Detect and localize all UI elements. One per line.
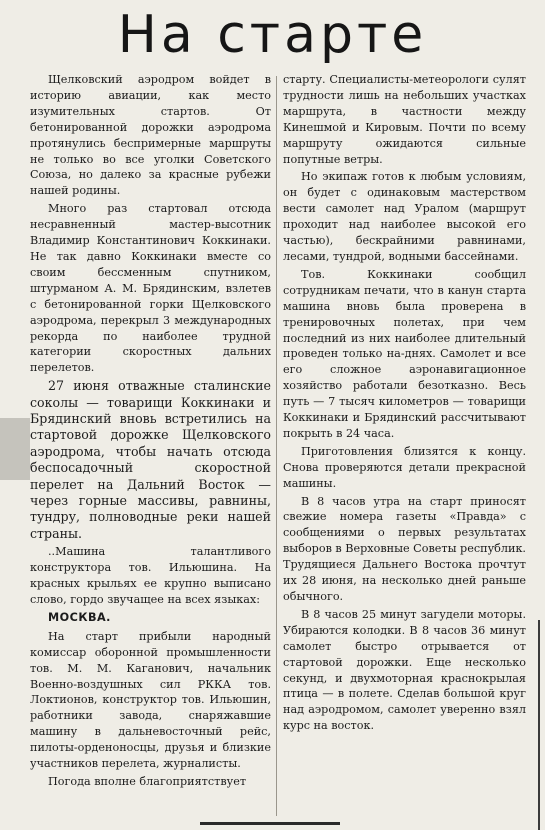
print-smudge xyxy=(0,418,30,480)
paragraph: Много раз стартовал отсюда несравненный мастер-высотник Владимир Константинович Коккинаки. Не так давно Коккинаки вместе со своим бессменным спутником, штурманом А. М. Брядинским, взлетев с бетонированной горки Щелковского аэродрома, перекрыл 3 международных рекорда по наиболее трудной категории скоростных дальних перелетов. xyxy=(30,202,271,375)
paragraph: На старт прибыли народный комиссар оборонной промышленности тов. М. М. Каганович, начальник Военно-воздушных сил РККА тов. Локтионов, конструктор тов. Ильюшин, работники завода, снаряжавшие машину в дальневосточный рейс, пилоты-орденоносцы, друзья и близкие участников перелета, журналисты. xyxy=(30,629,271,771)
right-column xyxy=(283,72,526,736)
paragraph: Но экипаж готов к любым условиям, он будет с одинаковым мастерством вести самолет над Уралом (маршрут проходит над наиболее высокой его частью), бескрайними равнинами, лесами, тундрой, водными бассейнами. xyxy=(283,170,526,263)
column-divider xyxy=(276,76,277,816)
paragraph: Погода вполне благоприятствует xyxy=(48,774,247,788)
paragraph: В 8 часов 25 минут загудели моторы. Убираются колодки. В 8 часов 36 минут самолет быстро отрывается от стартовой дорожки. Еще несколько секунд, и двухмоторная краснокрылая птица — в полете. Сделав большой круг над аэродромом, самолет уверенно взял курс на восток. xyxy=(283,607,526,733)
paragraph: Приготовления близятся к концу. Снова проверяются детали прекрасной машины. xyxy=(283,444,526,490)
paragraph: Щелковский аэродром войдет в историю авиации, как место изумительных стартов. От бетонированной дорожки аэродрома протянулись беспримерные маршруты не только во все уголки Советского Союза, но далеко за красные рубежи нашей родины. xyxy=(30,73,271,198)
paragraph: 27 июня отважные сталинские соколы — товарищи Коккинаки и Брядинский вновь встретились на стартовой дорожке Щелковского аэродрома, чтобы начать отсюда беспосадочный скоростной перелет на Дальний Восток — через горные массивы, равнины, тундру, полноводные реки нашей страны. xyxy=(30,378,271,541)
page-edge-rule xyxy=(538,620,540,830)
paragraph: ..Машина талантливого конструктора тов. Ильюшина. На красных крыльях ее крупно выписано слово, гордо звучащее на всех языках: xyxy=(30,545,271,606)
left-column xyxy=(30,72,271,792)
bottom-rule xyxy=(200,822,340,825)
highlight-word: МОСКВА. xyxy=(48,610,111,624)
paragraph: старту. Специалисты-метеорологи сулят трудности лишь на небольших участках маршрута, в частности между Кинешмой и Кировым. Почти по всему маршруту ожидаются сильные попутные ветры. xyxy=(283,73,526,166)
article-headline: На старте xyxy=(117,5,428,65)
paragraph: Тов. Коккинаки сообщил сотрудникам печати, что в канун старта машина вновь была проверена в тренировочных полетах, при чем последний из них наиболее длительный проведен только на-днях. Самолет и все его сложное аэронавигационное хозяйство работали безотказно. Весь путь — 7 тысяч километров — товарищи Коккинаки и Брядинский рассчитывают покрыть в 24 часа. xyxy=(283,267,526,440)
paragraph: В 8 часов утра на старт приносят свежие номера газеты «Правда» с сообщениями о первых результатах выборов в Верховные Советы республик. Трудящиеся Дальнего Востока прочтут их 28 июня, на несколько дней раньше обычного. xyxy=(283,494,526,603)
